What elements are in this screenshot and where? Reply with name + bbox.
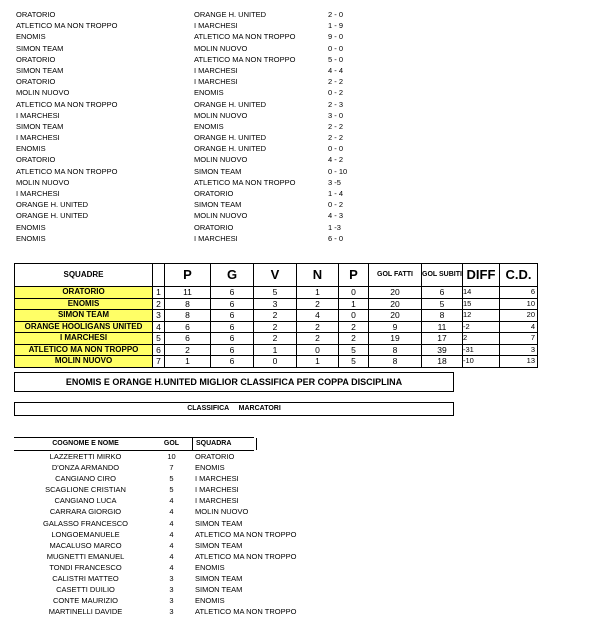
col-header-pos: [153, 264, 165, 287]
away-team: ENOMIS: [194, 121, 224, 131]
away-team: ORANGE H. UNITED: [194, 144, 267, 154]
col-header-played: G: [211, 264, 254, 287]
standings-row: [15, 321, 538, 333]
match-row: [16, 166, 356, 177]
cell-pos: 5: [153, 333, 165, 345]
cell-lost: 2: [339, 333, 369, 345]
cell-pos: 1: [153, 287, 165, 299]
away-team: I MARCHESI: [194, 233, 238, 243]
scorer-row: [14, 462, 254, 473]
home-team: MOLIN NUOVO: [16, 88, 70, 98]
scorer-name: TONDI FRANCESCO: [49, 562, 122, 572]
match-score: 4 - 4: [328, 65, 344, 75]
home-team: ENOMIS: [16, 144, 46, 154]
col-header-team: SQUADRA: [192, 438, 257, 450]
scorer-team: I MARCHESI: [195, 485, 239, 495]
home-team: ORATORIO: [16, 77, 56, 87]
scorer-goals: 4: [169, 496, 174, 506]
cell-team: SIMON TEAM: [15, 310, 153, 322]
scorer-row: [14, 495, 254, 506]
scorer-goals: 4: [169, 562, 174, 572]
cell-team: ENOMIS: [15, 298, 153, 310]
match-row: [16, 99, 356, 110]
scorer-row: [14, 562, 254, 573]
home-team: ORATORIO: [16, 155, 56, 165]
scorer-row: [14, 540, 254, 551]
away-team: ORANGE H. UNITED: [194, 133, 267, 143]
cell-cd: 4: [500, 321, 538, 333]
col-header-goals-for: GOL FATTI: [369, 264, 422, 287]
cell-p: 2: [165, 344, 211, 356]
away-team: MOLIN NUOVO: [194, 43, 248, 53]
home-team: ATLETICO MA NON TROPPO: [16, 166, 118, 176]
standings-table: [14, 263, 538, 368]
scorer-team: SIMON TEAM: [195, 574, 243, 584]
cell-v: 1: [254, 344, 297, 356]
cell-ga: 5: [422, 298, 463, 310]
match-score: 3 - 0: [328, 110, 344, 120]
home-team: ORANGE H. UNITED: [16, 211, 89, 221]
scorer-team: ENOMIS: [195, 596, 225, 606]
cell-ga: 6: [422, 287, 463, 299]
away-team: I MARCHESI: [194, 65, 238, 75]
scorer-row: [14, 529, 297, 540]
scorers-table: [14, 437, 297, 617]
home-team: ORANGE H. UNITED: [16, 200, 89, 210]
cell-diff: 2: [463, 333, 500, 345]
match-score: 0 - 2: [328, 88, 344, 98]
away-team: ATLETICO MA NON TROPPO: [194, 32, 296, 42]
away-team: SIMON TEAM: [194, 166, 242, 176]
cell-g: 6: [211, 344, 254, 356]
scorer-goals: 4: [169, 529, 174, 539]
away-team: ORATORIO: [194, 189, 234, 198]
away-team: ORANGE H. UNITED: [194, 99, 267, 109]
match-score: 5 - 0: [328, 54, 344, 64]
col-header-drawn: N: [297, 264, 339, 287]
cell-v: 5: [254, 287, 297, 299]
match-row: [16, 199, 356, 210]
cell-g: 6: [211, 298, 254, 310]
match-score: 9 - 0: [328, 32, 344, 42]
cell-v: 2: [254, 310, 297, 322]
cell-n: 1: [297, 356, 339, 368]
scorer-team: SIMON TEAM: [195, 540, 243, 550]
scorer-name: CALISTRI MATTEO: [52, 574, 119, 584]
cell-pos: 3: [153, 310, 165, 322]
match-score: 0 - 0: [328, 144, 344, 154]
match-row: [16, 110, 356, 121]
scorer-row: [14, 506, 254, 517]
scorer-row: [14, 573, 254, 584]
cell-g: 6: [211, 310, 254, 322]
home-team: ORATORIO: [16, 54, 56, 64]
home-team: ORATORIO: [16, 10, 56, 19]
scorer-row: [14, 551, 297, 562]
scorer-team: ATLETICO MA NON TROPPO: [195, 607, 297, 617]
home-team: ATLETICO MA NON TROPPO: [16, 21, 118, 31]
away-team: ATLETICO MA NON TROPPO: [194, 177, 296, 187]
cell-g: 6: [211, 287, 254, 299]
scorer-name: CASETTI DUILIO: [56, 585, 115, 595]
col-header-goals-against: GOL SUBITI: [422, 264, 463, 287]
match-row: [16, 76, 356, 87]
cell-n: 4: [297, 310, 339, 322]
cell-v: 2: [254, 321, 297, 333]
scorer-team: SIMON TEAM: [195, 585, 243, 595]
scorer-row: [14, 451, 254, 462]
standings-header-row: [15, 264, 538, 287]
cell-g: 6: [211, 333, 254, 345]
cell-v: 3: [254, 298, 297, 310]
scorer-goals: 3: [169, 574, 174, 584]
match-score: 1 -3: [328, 222, 341, 232]
away-team: MOLIN NUOVO: [194, 110, 248, 120]
match-score: 4 - 2: [328, 155, 344, 165]
cell-cd: 6: [500, 287, 538, 299]
cell-pos: 7: [153, 356, 165, 368]
scorer-goals: 7: [169, 463, 174, 473]
scorer-name: GALASSO FRANCESCO: [42, 518, 129, 528]
scorer-name: MUGNETTI EMANUEL: [46, 551, 125, 561]
home-team: SIMON TEAM: [16, 65, 64, 75]
cell-gf: 19: [369, 333, 422, 345]
cell-lost: 1: [339, 298, 369, 310]
home-team: ENOMIS: [16, 222, 46, 232]
scorer-team: ENOMIS: [195, 463, 225, 473]
scorer-name: LAZZERETTI MIRKO: [49, 452, 122, 461]
cell-p: 1: [165, 356, 211, 368]
cell-lost: 0: [339, 287, 369, 299]
scorer-team: MOLIN NUOVO: [195, 507, 249, 517]
match-score: 1 - 9: [328, 21, 344, 31]
cell-cd: 13: [500, 356, 538, 368]
scorer-row: [14, 484, 254, 495]
scorer-name: CANGIANO LUCA: [54, 496, 117, 506]
cell-pos: 6: [153, 344, 165, 356]
scorer-name: MACALUSO MARCO: [49, 540, 122, 550]
scorer-goals: 3: [169, 596, 174, 606]
scorer-name: CANGIANO CIRO: [55, 474, 116, 484]
away-team: ORATORIO: [194, 222, 234, 232]
cell-p: 11: [165, 287, 211, 299]
away-team: ORANGE H. UNITED: [194, 10, 267, 19]
away-team: MOLIN NUOVO: [194, 211, 248, 221]
cell-gf: 8: [369, 344, 422, 356]
scorer-team: SIMON TEAM: [195, 518, 243, 528]
col-header-points: P: [165, 264, 211, 287]
scorer-team: ORATORIO: [195, 452, 235, 461]
away-team: SIMON TEAM: [194, 200, 242, 210]
cell-team: MOLIN NUOVO: [15, 356, 153, 368]
scorer-team: ENOMIS: [195, 562, 225, 572]
cell-diff: -10: [463, 356, 500, 368]
home-team: I MARCHESI: [16, 133, 60, 143]
scorer-team: ATLETICO MA NON TROPPO: [195, 551, 297, 561]
match-row: [16, 177, 356, 188]
scorer-goals: 5: [169, 485, 174, 495]
scorer-row: [14, 518, 254, 529]
match-row: [16, 233, 356, 244]
scorers-title: CLASSIFICA MARCATORI: [14, 402, 454, 416]
cell-p: 6: [165, 321, 211, 333]
cell-g: 6: [211, 321, 254, 333]
scorers-header-row: [14, 437, 254, 451]
cell-n: 1: [297, 287, 339, 299]
cell-lost: 0: [339, 310, 369, 322]
scorer-name: CONTE MAURIZIO: [53, 596, 118, 606]
match-row: [16, 210, 356, 221]
match-row: [16, 31, 356, 42]
standings-row: [15, 287, 538, 299]
cell-diff: 15: [463, 298, 500, 310]
away-team: ATLETICO MA NON TROPPO: [194, 54, 296, 64]
col-header-team: SQUADRE: [15, 264, 153, 287]
match-score: 0 - 0: [328, 43, 344, 53]
scorer-team: I MARCHESI: [195, 474, 239, 484]
cell-diff: -2: [463, 321, 500, 333]
cell-cd: 3: [500, 344, 538, 356]
match-row: [16, 65, 356, 76]
home-team: I MARCHESI: [16, 110, 60, 120]
cell-gf: 20: [369, 298, 422, 310]
cell-ga: 8: [422, 310, 463, 322]
col-header-won: V: [254, 264, 297, 287]
match-score: 0 - 10: [328, 166, 348, 176]
scorer-row: [14, 595, 254, 606]
col-header-name: COGNOME E NOME: [52, 440, 119, 447]
scorer-row: [14, 606, 297, 617]
away-team: I MARCHESI: [194, 77, 238, 87]
scorer-name: CARRARA GIORGIO: [49, 507, 122, 517]
match-score: 6 - 0: [328, 233, 344, 243]
cell-cd: 10: [500, 298, 538, 310]
cell-gf: 20: [369, 287, 422, 299]
cell-ga: 11: [422, 321, 463, 333]
home-team: SIMON TEAM: [16, 43, 64, 53]
cell-pos: 2: [153, 298, 165, 310]
match-row: [16, 20, 356, 31]
scorer-goals: 4: [169, 551, 174, 561]
cell-ga: 39: [422, 344, 463, 356]
cell-g: 6: [211, 356, 254, 368]
scorer-name: SCAGLIONE CRISTIAN: [45, 485, 126, 495]
match-row: [16, 154, 356, 165]
cell-cd: 20: [500, 310, 538, 322]
match-row: [16, 222, 356, 233]
away-team: I MARCHESI: [194, 21, 238, 31]
cell-ga: 17: [422, 333, 463, 345]
scorer-goals: 4: [169, 540, 174, 550]
standings-row: [15, 298, 538, 310]
scorer-goals: 10: [167, 452, 176, 461]
standings-row: [15, 333, 538, 345]
scorer-goals: 4: [169, 507, 174, 517]
match-score: 1 - 4: [328, 189, 344, 198]
cell-n: 2: [297, 321, 339, 333]
col-header-goals: GOL: [163, 440, 180, 447]
discipline-cup-banner: ENOMIS E ORANGE H.UNITED MIGLIOR CLASSIFICA PER COPPA DISCIPLINA: [14, 372, 454, 392]
cell-team: ATLETICO MA NON TROPPO: [15, 344, 153, 356]
scorer-row: [14, 584, 254, 595]
cell-p: 8: [165, 298, 211, 310]
home-team: ENOMIS: [16, 32, 46, 42]
cell-v: 2: [254, 333, 297, 345]
scorer-team: I MARCHESI: [195, 496, 239, 506]
home-team: SIMON TEAM: [16, 121, 64, 131]
standings-row: [15, 310, 538, 322]
cell-n: 2: [297, 298, 339, 310]
match-row: [16, 188, 356, 199]
cell-ga: 18: [422, 356, 463, 368]
cell-lost: 5: [339, 356, 369, 368]
scorer-goals: 4: [169, 518, 174, 528]
away-team: ENOMIS: [194, 88, 224, 98]
cell-lost: 2: [339, 321, 369, 333]
cell-diff: 12: [463, 310, 500, 322]
away-team: MOLIN NUOVO: [194, 155, 248, 165]
cell-n: 0: [297, 344, 339, 356]
scorer-name: LONGOEMANUELE: [51, 529, 120, 539]
cell-p: 8: [165, 310, 211, 322]
match-row: [16, 54, 356, 65]
standings-row: [15, 356, 538, 368]
match-score: 4 - 3: [328, 211, 344, 221]
cell-p: 6: [165, 333, 211, 345]
scorer-name: MARTINELLI DAVIDE: [48, 607, 123, 617]
cell-gf: 9: [369, 321, 422, 333]
scorer-goals: 5: [169, 474, 174, 484]
match-results-list: [16, 9, 356, 244]
home-team: ENOMIS: [16, 233, 46, 243]
col-header-lost: P: [339, 264, 369, 287]
match-score: 2 - 2: [328, 121, 344, 131]
match-row: [16, 143, 356, 154]
scorer-goals: 3: [169, 585, 174, 595]
scorer-team: ATLETICO MA NON TROPPO: [195, 529, 297, 539]
match-score: 2 - 2: [328, 77, 344, 87]
col-header-cd: C.D.: [500, 264, 538, 287]
cell-team: ORATORIO: [15, 287, 153, 299]
cell-gf: 20: [369, 310, 422, 322]
standings-row: [15, 344, 538, 356]
match-row: [16, 9, 356, 20]
cell-pos: 4: [153, 321, 165, 333]
cell-v: 0: [254, 356, 297, 368]
match-row: [16, 132, 356, 143]
scorer-name: D'ONZA ARMANDO: [51, 463, 120, 473]
cell-cd: 7: [500, 333, 538, 345]
cell-diff: 14: [463, 287, 500, 299]
cell-team: ORANGE HOOLIGANS UNITED: [15, 321, 153, 333]
match-row: [16, 121, 356, 132]
match-score: 2 - 3: [328, 99, 344, 109]
cell-lost: 5: [339, 344, 369, 356]
match-score: 0 - 2: [328, 200, 344, 210]
match-row: [16, 87, 356, 98]
scorer-row: [14, 473, 254, 484]
match-score: 3 -5: [328, 177, 341, 187]
col-header-diff: DIFF: [463, 264, 500, 287]
home-team: MOLIN NUOVO: [16, 177, 70, 187]
home-team: ATLETICO MA NON TROPPO: [16, 99, 118, 109]
cell-diff: -31: [463, 344, 500, 356]
cell-n: 2: [297, 333, 339, 345]
scorer-goals: 3: [169, 607, 174, 617]
match-row: [16, 43, 356, 54]
match-score: 2 - 0: [328, 10, 344, 19]
cell-team: I MARCHESI: [15, 333, 153, 345]
cell-gf: 8: [369, 356, 422, 368]
home-team: I MARCHESI: [16, 189, 60, 198]
match-score: 2 - 2: [328, 133, 344, 143]
